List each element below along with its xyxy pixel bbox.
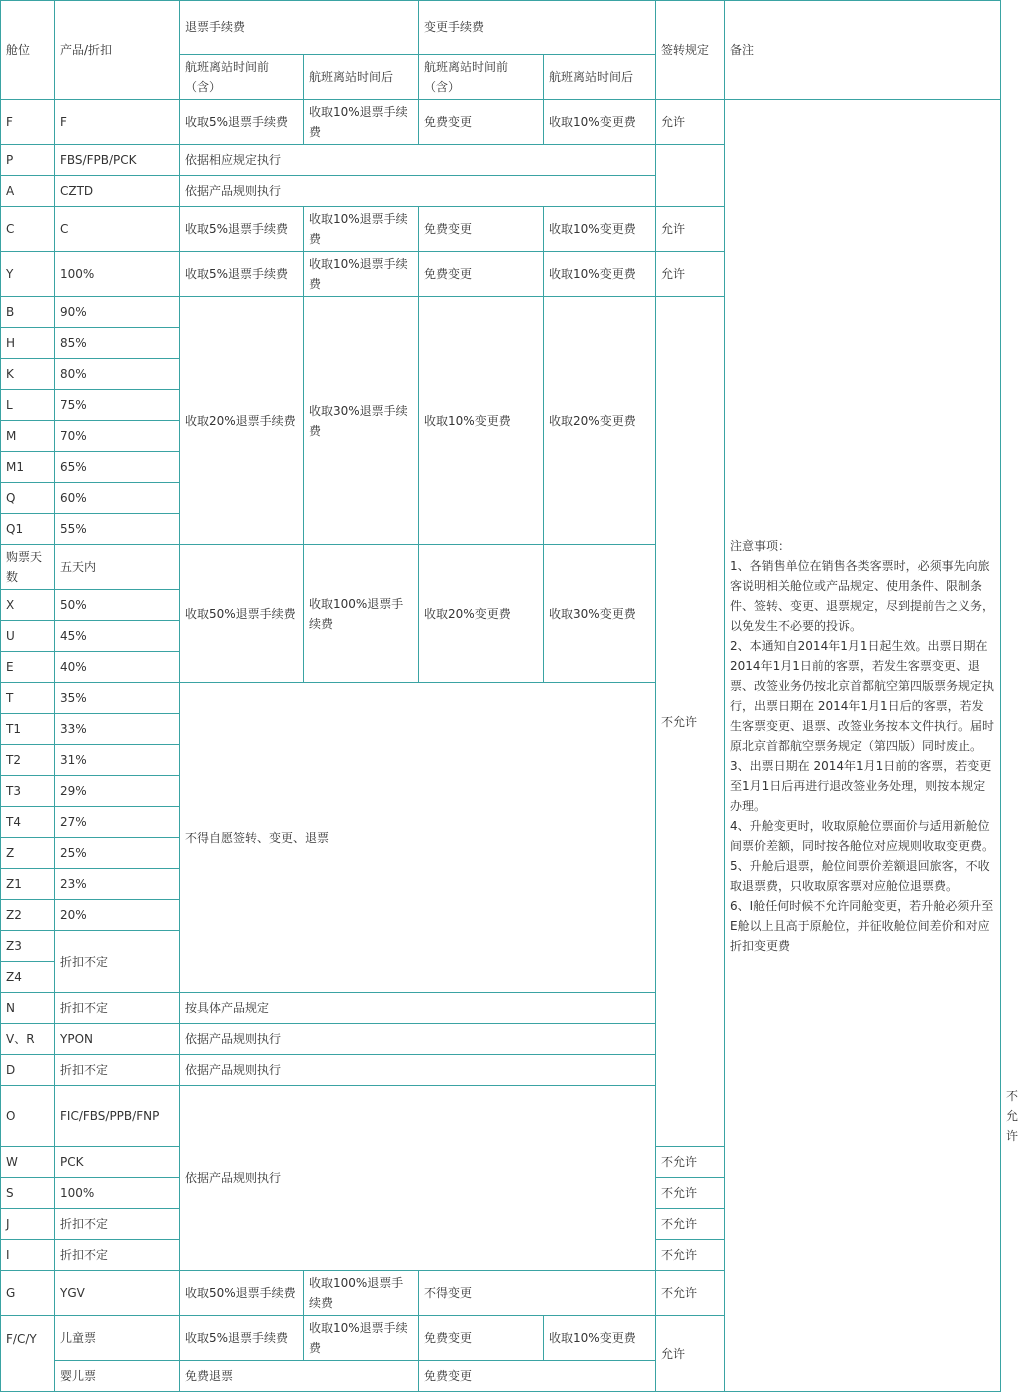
product-cell: 100% <box>55 1178 180 1209</box>
product-cell: 80% <box>55 359 180 390</box>
refund-before-cell: 收取5%退票手续费 <box>180 207 304 252</box>
refund-after-cell: 收取10%退票手续费 <box>304 100 419 145</box>
cabin-cell: V、R <box>1 1024 55 1055</box>
cabin-cell: T1 <box>1 714 55 745</box>
note-item: 1、各销售单位在销售各类客票时，必须事先向旅客说明相关舱位或产品规定、使用条件、限制条件、签转、变更、退票规定，尽到提前告之义务，以免发生不必要的投诉。 <box>730 558 995 633</box>
endorse-cell: 允许 <box>656 1316 725 1392</box>
cabin-cell: U <box>1 621 55 652</box>
cabin-cell: C <box>1 207 55 252</box>
cabin-cell: T2 <box>1 745 55 776</box>
product-cell: 40% <box>55 652 180 683</box>
buy-days-label: 购票天数 <box>1 545 55 590</box>
product-cell: 65% <box>55 452 180 483</box>
header-refund-before: 航班离站时间前（含） <box>180 55 304 100</box>
refund-after-cell: 收取10%退票手续费 <box>304 1316 419 1361</box>
note-item: 3、出票日期在 2014年1月1日前的客票，若变更至1月1日后再进行退改签业务处理，则按本规定办理。 <box>730 758 992 813</box>
change-after-cell: 收取30%变更费 <box>544 545 656 683</box>
product-cell: 55% <box>55 514 180 545</box>
rule-cell: 依据相应规定执行 <box>180 145 656 176</box>
refund-after-cell: 收取10%退票手续费 <box>304 207 419 252</box>
change-after-cell: 收取10%变更费 <box>544 252 656 297</box>
cabin-cell: T4 <box>1 807 55 838</box>
cabin-cell: J <box>1 1209 55 1240</box>
cabin-cell: B <box>1 297 55 328</box>
product-cell: 折扣不定 <box>55 1209 180 1240</box>
header-refund-fee: 退票手续费 <box>180 1 419 55</box>
note-item: 2、本通知自2014年1月1日起生效。出票日期在2014年1月1日前的客票，若发生客票变更、退票、改签业务仍按北京首都航空第四版票务规定执行，出票日期在 2014年1月1日后的客票，若发生客票变更、退票、改签业务按本文件执行。届时原北京首都航空票务规定（第四版）同时废止。 <box>730 638 995 753</box>
cabin-cell: M <box>1 421 55 452</box>
endorse-cell: 允许 <box>656 207 725 252</box>
refund-before-cell: 收取20%退票手续费 <box>180 297 304 545</box>
product-cell: YPON <box>55 1024 180 1055</box>
cabin-cell: X <box>1 590 55 621</box>
cabin-cell: F <box>1 100 55 145</box>
product-cell: 33% <box>55 714 180 745</box>
header-change-fee: 变更手续费 <box>419 1 656 55</box>
endorse-cell-empty <box>656 145 725 207</box>
refund-before-cell: 收取5%退票手续费 <box>180 1316 304 1361</box>
rule-cell: 依据产品规则执行 <box>180 1086 656 1271</box>
rule-cell: 依据产品规则执行 <box>180 1055 656 1086</box>
product-cell: 儿童票 <box>55 1316 180 1361</box>
product-cell: FIC/FBS/PPB/FNP <box>55 1086 180 1147</box>
cabin-cell: T3 <box>1 776 55 807</box>
change-before-cell: 免费变更 <box>419 1316 544 1361</box>
cabin-cell: K <box>1 359 55 390</box>
change-before-cell: 免费变更 <box>419 100 544 145</box>
rule-cell: 不得自愿签转、变更、退票 <box>180 683 656 993</box>
product-cell: 60% <box>55 483 180 514</box>
cabin-cell: L <box>1 390 55 421</box>
product-cell: 35% <box>55 683 180 714</box>
note-item: 4、升舱变更时，收取原舱位票面价与适用新舱位间票价差额，同时按各舱位对应规则收取变更费。 <box>730 818 995 853</box>
rule-cell: 依据产品规则执行 <box>180 176 656 207</box>
product-cell: 25% <box>55 838 180 869</box>
product-cell: 折扣不定 <box>55 931 180 993</box>
table-row: O FIC/FBS/PPB/FNP 依据产品规则执行 不允许 <box>1 1086 1001 1147</box>
cabin-cell: F/C/Y <box>1 1316 55 1392</box>
cabin-cell: P <box>1 145 55 176</box>
cabin-cell: T <box>1 683 55 714</box>
cabin-cell: E <box>1 652 55 683</box>
product-cell: 90% <box>55 297 180 328</box>
cabin-cell: O <box>1 1086 55 1147</box>
cabin-cell: Y <box>1 252 55 297</box>
header-product: 产品/折扣 <box>55 1 180 100</box>
cabin-cell: Z3 <box>1 931 55 962</box>
table-row <box>1 100 1001 145</box>
product-cell: PCK <box>55 1147 180 1178</box>
change-before-cell: 收取10%变更费 <box>419 297 544 545</box>
header-remark: 备注 <box>725 1 1001 100</box>
product-cell: 50% <box>55 590 180 621</box>
product-cell: 折扣不定 <box>55 1240 180 1271</box>
endorse-cell: 不允许 <box>656 1178 725 1209</box>
cabin-cell: N <box>1 993 55 1024</box>
product-cell: 31% <box>55 745 180 776</box>
cabin-cell: Z <box>1 838 55 869</box>
change-before-cell: 免费变更 <box>419 252 544 297</box>
change-cell: 不得变更 <box>419 1271 656 1316</box>
notes-title: 注意事项： <box>730 538 791 553</box>
refund-after-cell: 收取100%退票手续费 <box>304 1271 419 1316</box>
endorse-cell: 不允许 <box>656 297 725 1147</box>
product-cell: 85% <box>55 328 180 359</box>
change-after-cell: 收取20%变更费 <box>544 297 656 545</box>
endorse-cell: 不允许 <box>656 1271 725 1316</box>
note-item: 5、升舱后退票，舱位间票价差额退回旅客，不收取退票费，只收取原客票对应舱位退票费。 <box>730 858 990 893</box>
header-change-after: 航班离站时间后 <box>544 55 656 100</box>
cabin-cell: Z4 <box>1 962 55 993</box>
product-cell: 45% <box>55 621 180 652</box>
product-cell: CZTD <box>55 176 180 207</box>
header-endorse: 签转规定 <box>656 1 725 100</box>
refund-after-cell: 收取30%退票手续费 <box>304 297 419 545</box>
cabin-cell: I <box>1 1240 55 1271</box>
note-item: 6、I舱任何时候不允许同舱变更，若升舱必须升至E舱以上且高于原舱位，并征收舱位间差价和对应折扣变更费 <box>730 898 994 953</box>
refund-after-cell: 收取100%退票手续费 <box>304 545 419 683</box>
cabin-cell: M1 <box>1 452 55 483</box>
change-after-cell: 收取10%变更费 <box>544 1316 656 1361</box>
buy-days-value: 五天内 <box>55 545 180 590</box>
cabin-cell: D <box>1 1055 55 1086</box>
cabin-cell: A <box>1 176 55 207</box>
refund-before-cell: 收取50%退票手续费 <box>180 545 304 683</box>
product-cell: FBS/FPB/PCK <box>55 145 180 176</box>
change-before-cell: 免费变更 <box>419 207 544 252</box>
refund-cell: 免费退票 <box>180 1361 419 1392</box>
refund-before-cell: 收取5%退票手续费 <box>180 100 304 145</box>
product-cell: 75% <box>55 390 180 421</box>
endorse-cell: 不允许 <box>656 1147 725 1178</box>
product-cell: 70% <box>55 421 180 452</box>
change-after-cell: 收取10%变更费 <box>544 207 656 252</box>
header-refund-after: 航班离站时间后 <box>304 55 419 100</box>
product-cell: 折扣不定 <box>55 993 180 1024</box>
header-cabin: 舱位 <box>1 1 55 100</box>
change-cell: 免费变更 <box>419 1361 656 1392</box>
cabin-cell: Z2 <box>1 900 55 931</box>
refund-before-cell: 收取50%退票手续费 <box>180 1271 304 1316</box>
product-cell: F <box>55 100 180 145</box>
cabin-cell: Q <box>1 483 55 514</box>
cabin-cell: H <box>1 328 55 359</box>
change-after-cell: 收取10%变更费 <box>544 100 656 145</box>
refund-before-cell: 收取5%退票手续费 <box>180 252 304 297</box>
cabin-cell: W <box>1 1147 55 1178</box>
remarks-notes <box>725 100 1001 1392</box>
cabin-cell: Q1 <box>1 514 55 545</box>
endorse-cell: 允许 <box>656 252 725 297</box>
product-cell: 100% <box>55 252 180 297</box>
product-cell: 23% <box>55 869 180 900</box>
change-before-cell: 收取20%变更费 <box>419 545 544 683</box>
header-change-before: 航班离站时间前（含） <box>419 55 544 100</box>
product-cell: 29% <box>55 776 180 807</box>
product-cell: 20% <box>55 900 180 931</box>
rule-cell: 按具体产品规定 <box>180 993 656 1024</box>
product-cell: YGV <box>55 1271 180 1316</box>
product-cell: 27% <box>55 807 180 838</box>
product-cell: C <box>55 207 180 252</box>
cabin-cell: Z1 <box>1 869 55 900</box>
header-row <box>1 1 1001 55</box>
cabin-cell: S <box>1 1178 55 1209</box>
cabin-cell: G <box>1 1271 55 1316</box>
refund-after-cell: 收取10%退票手续费 <box>304 252 419 297</box>
endorse-cell: 不允许 <box>656 1240 725 1271</box>
product-cell: 折扣不定 <box>55 1055 180 1086</box>
rule-cell: 依据产品规则执行 <box>180 1024 656 1055</box>
endorse-cell: 允许 <box>656 100 725 145</box>
product-cell: 婴儿票 <box>55 1361 180 1392</box>
endorse-cell: 不允许 <box>656 1209 725 1240</box>
